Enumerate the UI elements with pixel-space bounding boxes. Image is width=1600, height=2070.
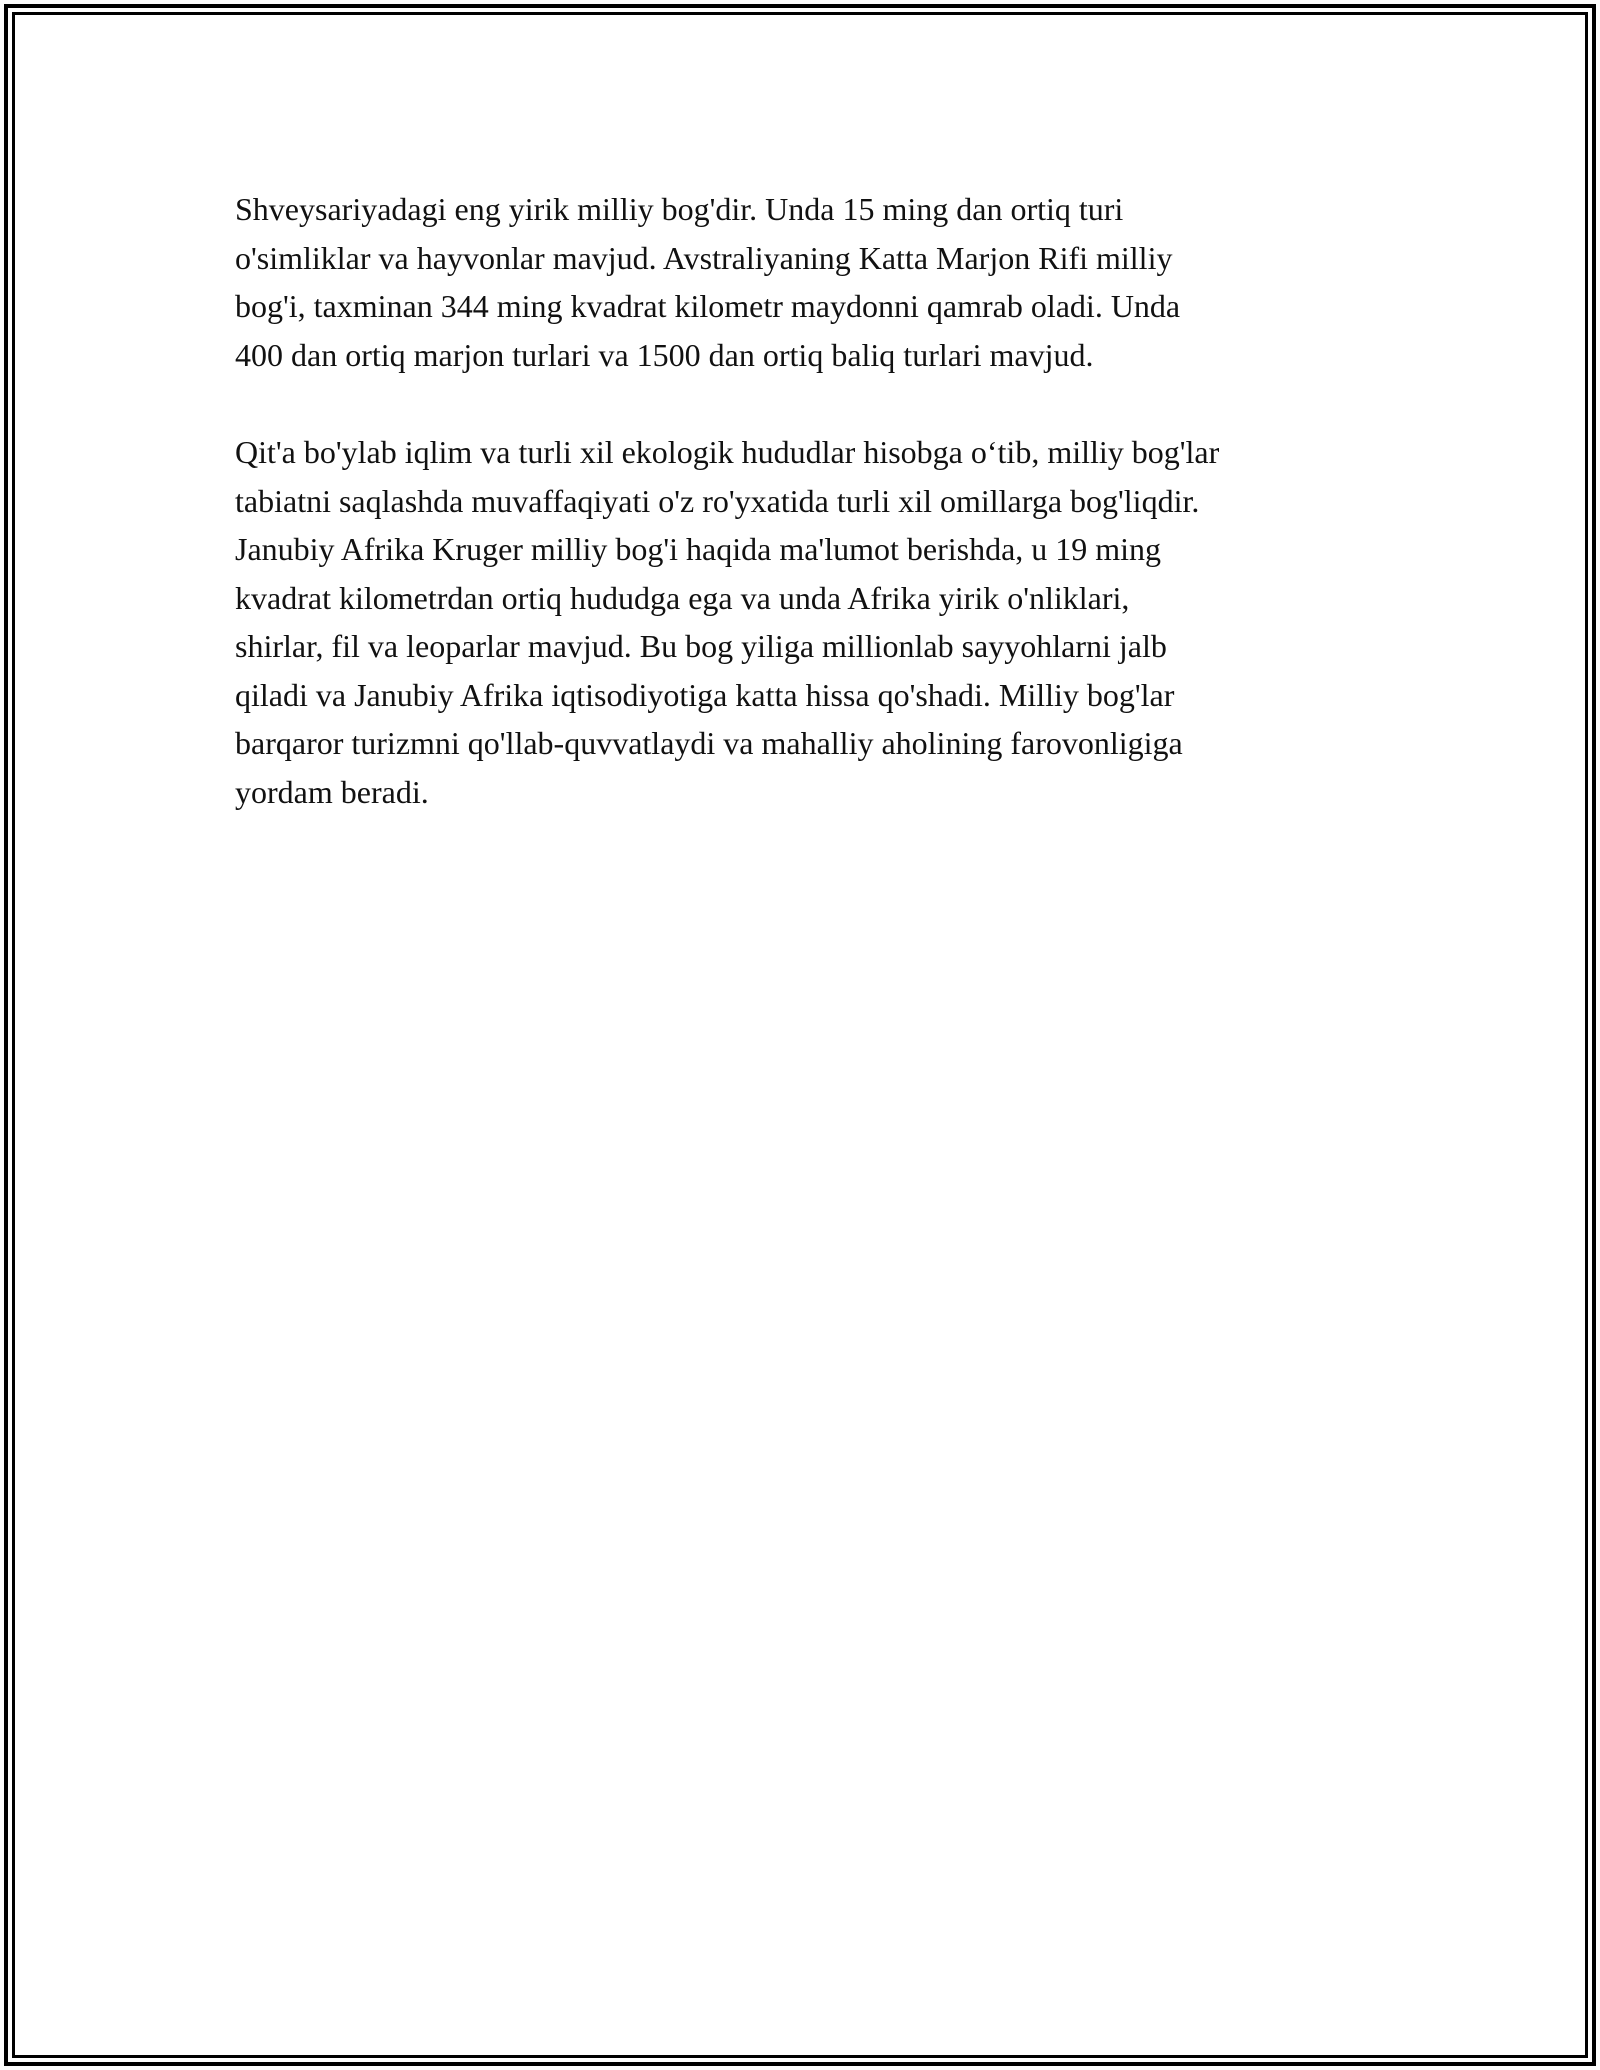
paragraph-line: Janubiy Afrika Kruger milliy bog'i haqida ma'lumot berishda, u 19 ming	[235, 531, 1162, 567]
document-body	[235, 185, 1375, 865]
paragraph-line: qiladi va Janubiy Afrika iqtisodiyotiga katta hissa qo'shadi. Milliy bog'lar	[235, 676, 1175, 713]
paragraph-line: Shveysariyadagi eng yirik milliy bog'dir. Unda 15 ming dan ortiq turi	[235, 191, 1124, 227]
paragraph-line: o'simliklar va hayvonlar mavjud. Avstraliyaning Katta Marjon Rifi milliy	[235, 239, 1173, 276]
paragraph-line: bog'i, taxminan 344 ming kvadrat kilometr maydonni qamrab oladi. Unda	[235, 288, 1181, 324]
paragraph-line: shirlar, fil va leoparlar mavjud. Bu bog yiliga millionlab sayyohlarni jalb	[235, 628, 1167, 664]
paragraph-line: kvadrat kilometrdan ortiq hududga ega va unda Afrika yirik o'nliklari,	[235, 579, 1130, 616]
paragraph-2	[235, 428, 1375, 816]
paragraph-line: 400 dan ortiq marjon turlari va 1500 dan ortiq baliq turlari mavjud.	[235, 336, 1094, 373]
paragraph-line: barqaror turizmni qo'llab-quvvatlaydi va mahalliy aholining farovonligiga	[235, 725, 1183, 761]
paragraph-line: tabiatni saqlashda muvaffaqiyati o'z ro'yxatida turli xil omillarga bog'liqdir.	[235, 482, 1200, 519]
paragraph-1	[235, 185, 1375, 379]
paragraph-line: yordam beradi.	[235, 773, 429, 810]
paragraph-line: Qit'a bo'ylab iqlim va turli xil ekologik hududlar hisobga o‘tib, milliy bog'lar	[235, 434, 1220, 470]
